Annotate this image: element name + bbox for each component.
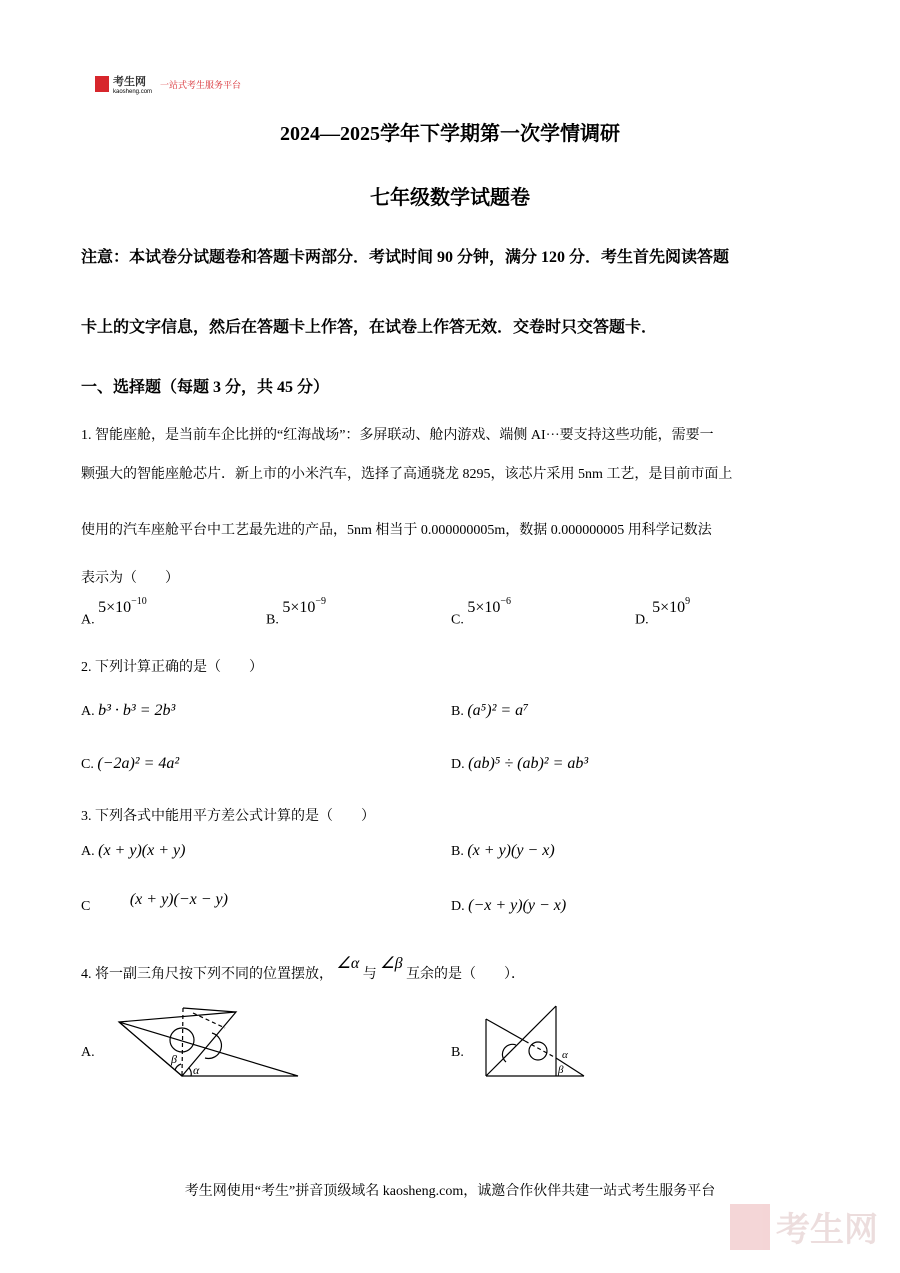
svg-text:α: α bbox=[562, 1049, 568, 1061]
option-label: D. bbox=[635, 612, 649, 628]
option-label: A. bbox=[81, 844, 95, 859]
q4-stem-a: 4. 将一副三角尺按下列不同的位置摆放， bbox=[81, 967, 333, 982]
q4-option-b[interactable]: B. bbox=[451, 1045, 464, 1060]
q4-stem-b: 互余的是（ ）． bbox=[406, 967, 526, 982]
option-label: A. bbox=[81, 704, 95, 719]
option-label: B. bbox=[451, 844, 464, 859]
logo-name: 考生网 bbox=[113, 76, 146, 88]
option-exp: −6 bbox=[500, 596, 512, 607]
svg-text:β: β bbox=[171, 1052, 177, 1066]
option-expr: (−2a)² = 4a² bbox=[97, 755, 180, 772]
option-label: C. bbox=[451, 612, 464, 628]
option-expr: (−x + y)(y − x) bbox=[468, 897, 567, 914]
option-label: C. bbox=[81, 757, 94, 772]
notice-line-1: 注意：本试卷分试题卷和答题卡两部分．考试时间 90 分钟，满分 120 分．考生首先阅读答题 bbox=[81, 249, 730, 266]
option-exp: −9 bbox=[315, 596, 327, 607]
option-base: 5×10 bbox=[467, 598, 501, 616]
option-label: C bbox=[81, 899, 91, 914]
option-expr: b³ · b³ = 2b³ bbox=[98, 702, 176, 719]
option-expr: (x + y)(x + y) bbox=[98, 842, 186, 859]
option-base: 5×10 bbox=[282, 598, 316, 616]
option-exp: 9 bbox=[685, 596, 691, 607]
option-base: 5×10 bbox=[98, 598, 132, 616]
q1-line-1: 1. 智能座舱，是当前车企比拼的“红海战场”：多屏联动、舱内游戏、端侧 AI···要支持这些功能，需要一 bbox=[81, 428, 714, 443]
option-label: B. bbox=[451, 704, 464, 719]
option-label: B. bbox=[266, 612, 279, 628]
figure-a bbox=[119, 1008, 298, 1077]
page-subtitle: 七年级数学试题卷 bbox=[370, 187, 530, 209]
option-label: D. bbox=[451, 757, 465, 772]
watermark-logo-icon bbox=[730, 1204, 770, 1250]
option-label: A. bbox=[81, 612, 95, 628]
watermark bbox=[730, 1202, 878, 1251]
q3-stem: 3. 下列各式中能用平方差公式计算的是（ ） bbox=[81, 809, 375, 824]
option-label: D. bbox=[451, 899, 465, 914]
option-exp: −10 bbox=[131, 596, 147, 607]
option-expr: (x + y)(y − x) bbox=[467, 842, 555, 859]
page-title: 2024—2025学年下学期第一次学情调研 bbox=[280, 123, 620, 145]
notice-line-2: 卡上的文字信息，然后在答题卡上作答，在试卷上作答无效．交卷时只交答题卡． bbox=[81, 319, 658, 336]
logo-slogan: 一站式考生服务平台 bbox=[160, 79, 242, 90]
q2-stem: 2. 下列计算正确的是（ ） bbox=[81, 660, 263, 675]
q1-line-3: 使用的汽车座舱平台中工艺最先进的产品，5nm 相当于 0.000000005m，数据 0.000000005 用科学记数法 bbox=[81, 523, 712, 538]
angle-beta: ∠β bbox=[380, 955, 403, 972]
option-expr: (x + y)(−x − y) bbox=[129, 891, 228, 908]
q1-line-4: 表示为（ ） bbox=[81, 571, 179, 586]
svg-text:α: α bbox=[193, 1063, 200, 1077]
option-expr: (ab)⁵ ÷ (ab)² = ab³ bbox=[468, 755, 589, 772]
angle-alpha: ∠α bbox=[336, 955, 360, 972]
q1-line-2: 颗强大的智能座舱芯片．新上市的小米汽车，选择了高通骁龙 8295，该芯片采用 5nm 工艺，是目前市面上 bbox=[81, 467, 733, 482]
logo-site: kaosheng.com bbox=[113, 89, 153, 95]
section-heading: 一、选择题（每题 3 分，共 45 分） bbox=[81, 379, 330, 396]
footer-text: 考生网使用“考生”拼音顶级域名 kaosheng.com，诚邀合作伙伴共建一站式考生服务平台 bbox=[184, 1184, 716, 1199]
option-expr: (a⁵)² = a⁷ bbox=[467, 702, 529, 719]
watermark-name: 考生网 bbox=[776, 1211, 878, 1249]
svg-text:β: β bbox=[558, 1064, 564, 1076]
q4-option-a[interactable]: A. bbox=[81, 1045, 95, 1060]
q4-mid: 与 bbox=[362, 967, 377, 982]
figure-b bbox=[486, 1006, 584, 1076]
option-base: 5×10 bbox=[652, 598, 686, 616]
